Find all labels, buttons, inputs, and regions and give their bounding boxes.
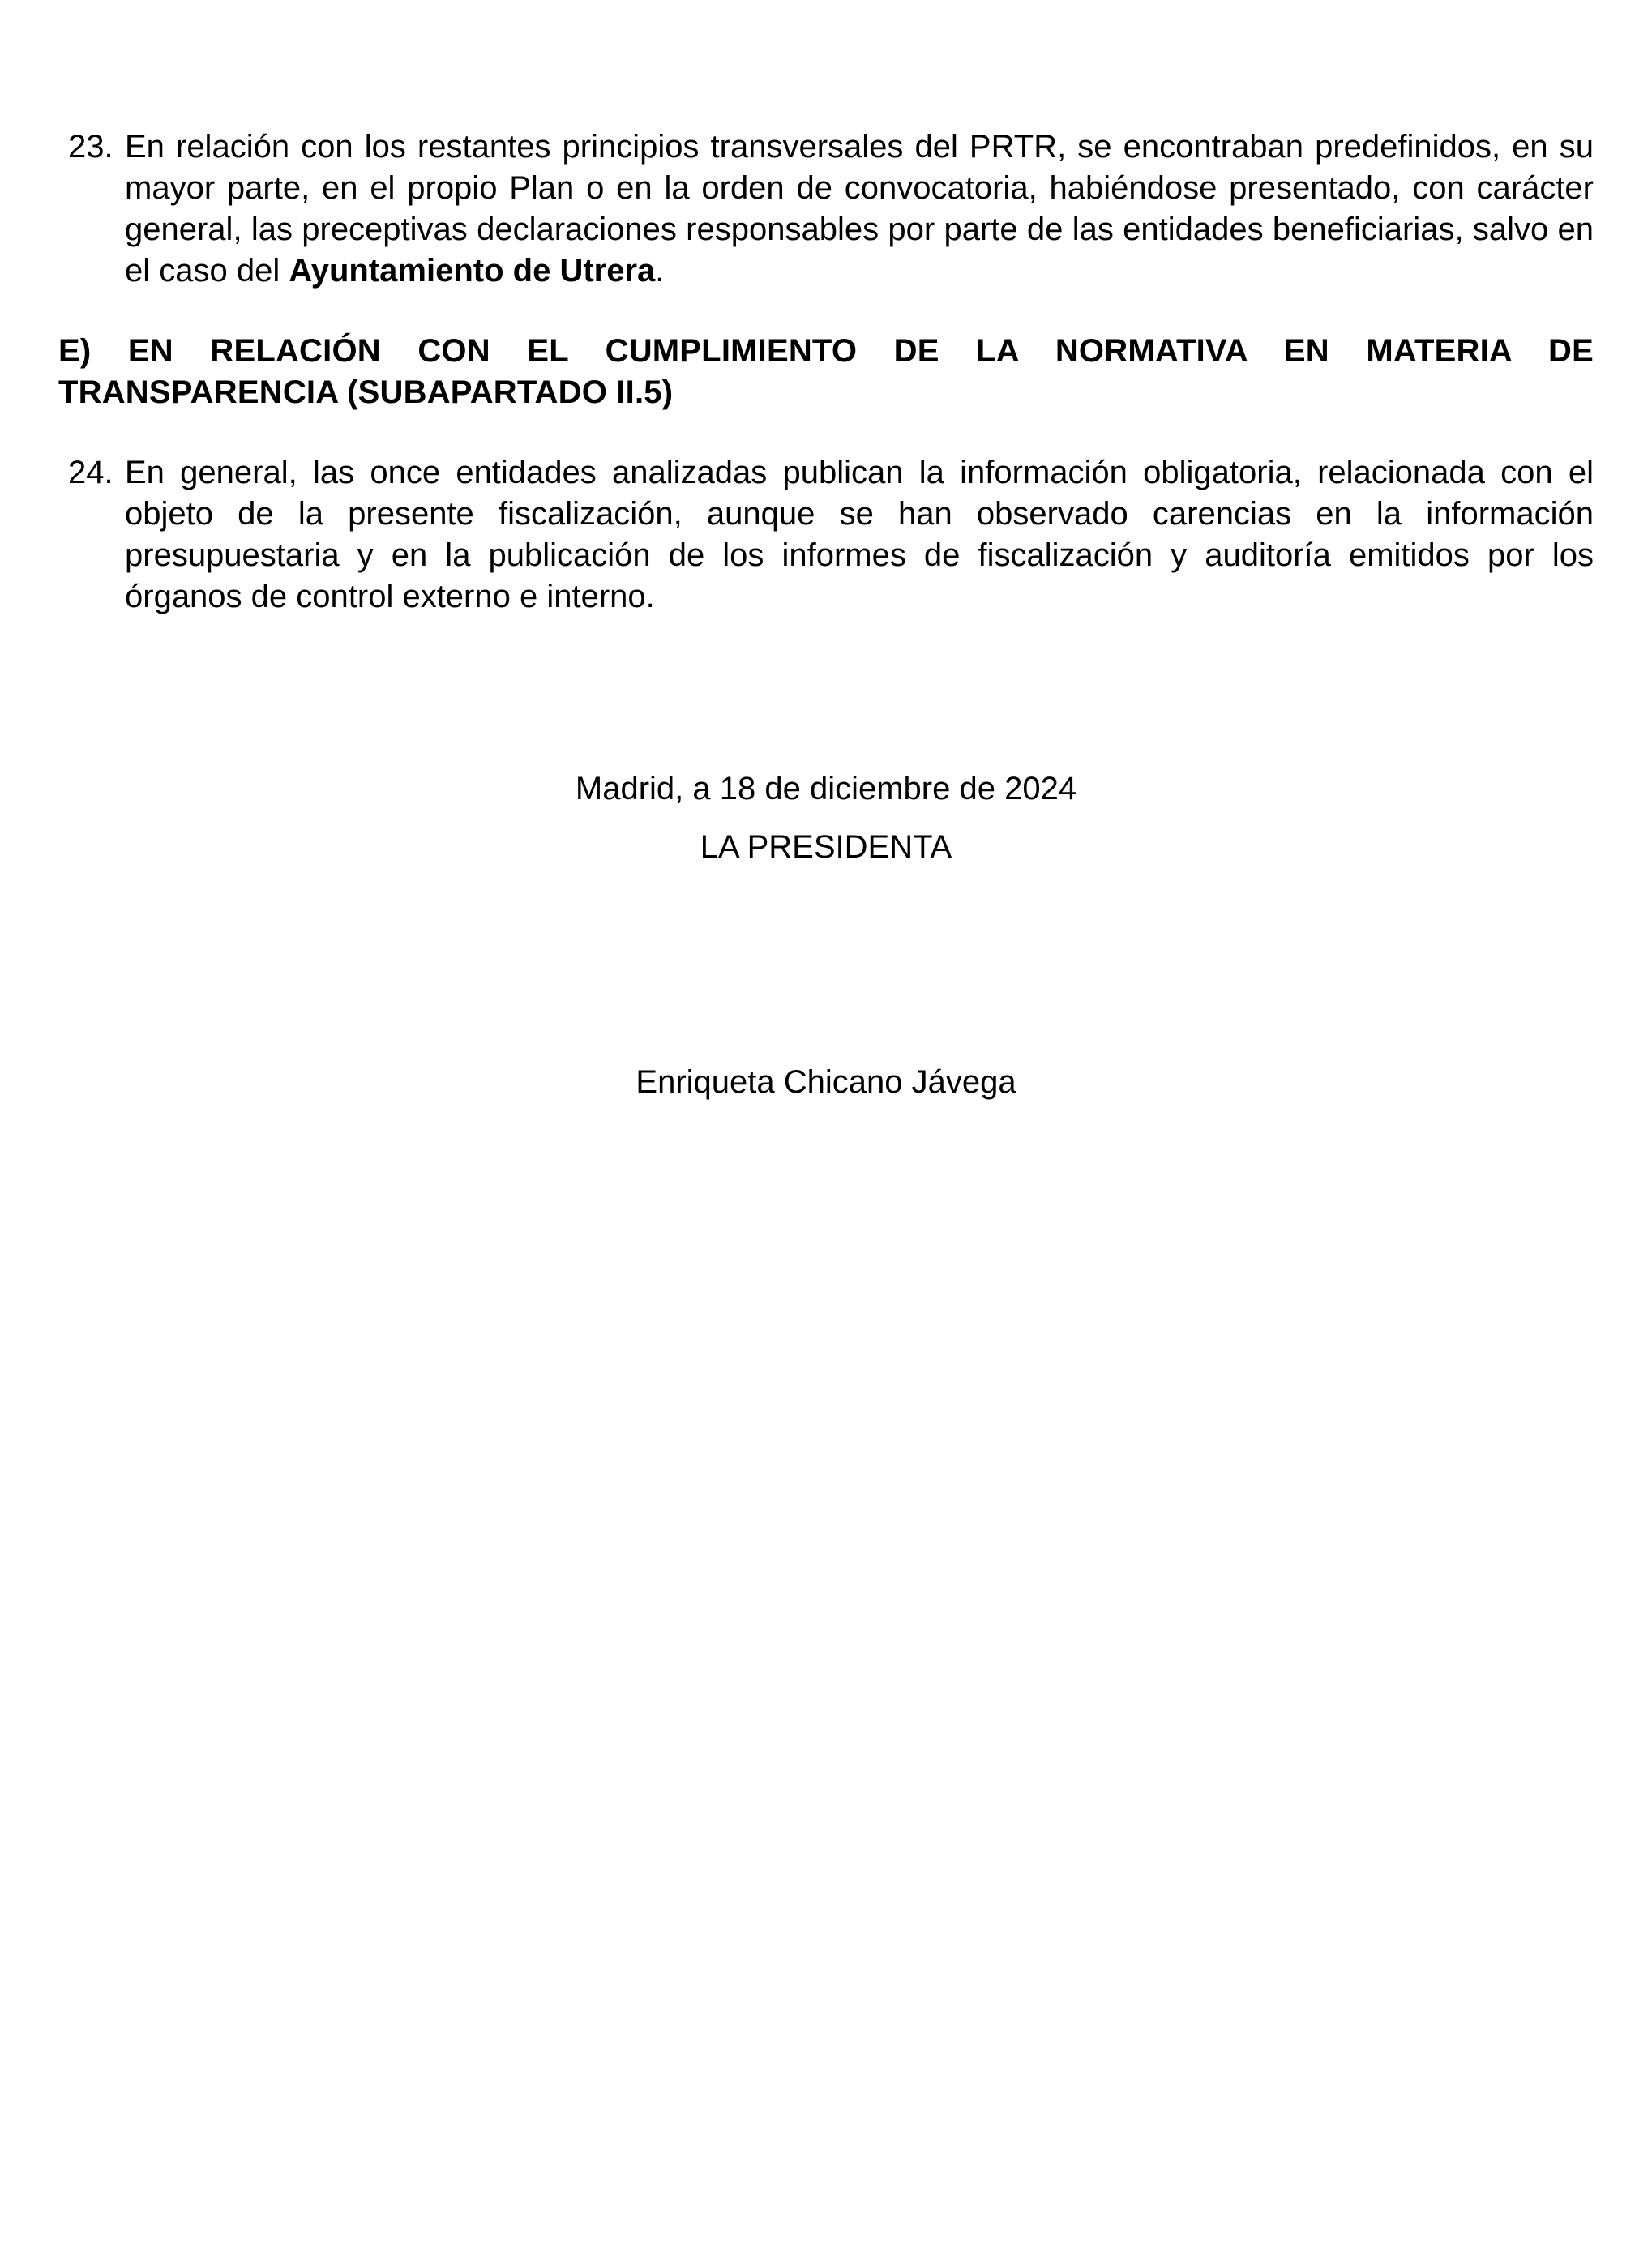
numbered-paragraph-23 <box>58 126 1594 292</box>
paragraph-text <box>125 129 1594 289</box>
section-heading-line-2: TRANSPARENCIA (SUBAPARTADO II.5) <box>58 374 674 410</box>
place-and-date: Madrid, a 18 de diciembre de 2024 <box>575 771 1077 806</box>
bold-entity-name: Ayuntamiento de Utrera <box>289 253 656 289</box>
paragraph-text-start: En relación con los restantes principios transversales del PRTR, se encontraban predefinidos, en su mayor parte, en el propio Plan o en la orden de convocatoria, habiéndose presentado, con carácter general, las preceptivas declaraciones responsables por parte de las entidades beneficiarias, salvo en el caso del <box>125 129 1594 289</box>
paragraph-text-end: . <box>655 253 665 289</box>
section-heading-e <box>58 331 1594 413</box>
paragraph-text: En general, las once entidades analizadas publican la información obligatoria, relacionada con el objeto de la presente fiscalización, aunque se han observado carencias en la información presupuestaria y en la publicación de los informes de fiscalización y auditoría emitidos por los órganos de control externo e interno. <box>125 455 1594 614</box>
document-body <box>58 126 1594 618</box>
signatory-title: LA PRESIDENTA <box>700 829 952 865</box>
numbered-paragraph-24 <box>58 452 1594 618</box>
paragraph-number: 23. <box>68 129 113 165</box>
paragraph-number: 24. <box>68 455 113 490</box>
section-heading-line-1: E) EN RELACIÓN CON EL CUMPLIMIENTO DE LA NORMATIVA EN MATERIA DE <box>58 333 1594 369</box>
signatory-name: Enriqueta Chicano Jávega <box>636 1064 1016 1100</box>
